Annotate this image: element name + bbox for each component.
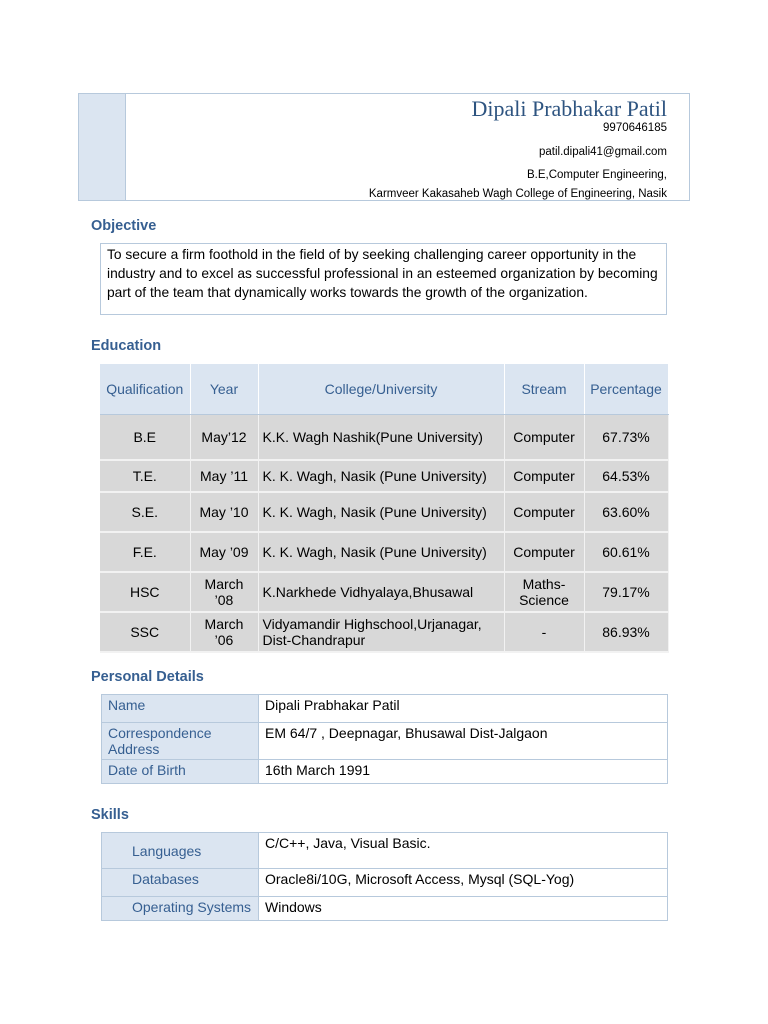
skills-heading: Skills (91, 807, 129, 823)
education-qualification-cell: B.E (100, 415, 190, 460)
candidate-name: Dipali Prabhakar Patil (471, 96, 667, 121)
education-row (100, 460, 668, 492)
email-address: patil.dipali41@gmail.com (538, 146, 667, 158)
education-stream-cell: Computer (504, 532, 584, 572)
education-year-cell: March ’08 (190, 572, 258, 612)
education-qualification-cell: T.E. (100, 460, 190, 492)
education-stream-cell: Maths-Science (504, 572, 584, 612)
education-qualification-cell: S.E. (100, 492, 190, 532)
education-table (100, 364, 669, 653)
education-row (100, 572, 668, 612)
skill-category-label: Databases (102, 869, 259, 897)
objective-text: To secure a firm foothold in the field of by seeking challenging career opportunity in the industry and to excel as successful professional in an esteemed organization by becoming part of the team that dynamically works towards the growth of the organization. (100, 243, 667, 315)
education-college-cell: Vidyamandir Highschool,Urjanagar, Dist-Chandrapur (258, 612, 504, 652)
personal-detail-value: Dipali Prabhakar Patil (259, 695, 668, 723)
personal-detail-label: Date of Birth (102, 760, 259, 784)
education-qualification-cell: HSC (100, 572, 190, 612)
skill-value: C/C++, Java, Visual Basic. (259, 833, 668, 869)
skill-row (102, 869, 668, 897)
education-heading: Education (91, 338, 162, 354)
skill-category-label: Languages (102, 833, 259, 869)
education-percentage-cell: 64.53% (584, 460, 668, 492)
skill-value: Oracle8i/10G, Microsoft Access, Mysql (SQL-Yog) (259, 869, 668, 897)
education-percentage-cell: 60.61% (584, 532, 668, 572)
education-row (100, 492, 668, 532)
education-header-row (100, 364, 668, 415)
education-qualification-cell: F.E. (100, 532, 190, 572)
education-college-cell: K. K. Wagh, Nasik (Pune University) (258, 532, 504, 572)
personal-detail-row (102, 760, 668, 784)
education-percentage-cell: 63.60% (584, 492, 668, 532)
education-college-cell: K. K. Wagh, Nasik (Pune University) (258, 492, 504, 532)
resume-header (78, 93, 690, 201)
education-college-cell: K.K. Wagh Nashik(Pune University) (258, 415, 504, 460)
education-year-cell: May’12 (190, 415, 258, 460)
skills-table (101, 832, 668, 921)
header-year: Year (190, 364, 258, 415)
education-college-cell: K. K. Wagh, Nasik (Pune University) (258, 460, 504, 492)
skill-row (102, 897, 668, 921)
header-percentage: Percentage (584, 364, 668, 415)
education-percentage-cell: 67.73% (584, 415, 668, 460)
skill-category-label: Operating Systems (102, 897, 259, 921)
education-stream-cell: Computer (504, 492, 584, 532)
header-accent-stripe (79, 94, 126, 200)
header-college: College/University (258, 364, 504, 415)
objective-heading: Objective (91, 218, 157, 234)
degree: B.E,Computer Engineering, (527, 169, 667, 181)
skill-value: Windows (259, 897, 668, 921)
personal-details-table (101, 694, 668, 784)
header-stream: Stream (504, 364, 584, 415)
personal-detail-value: 16th March 1991 (259, 760, 668, 784)
phone-number: 9970646185 (603, 122, 667, 134)
header-qualification: Qualification (100, 364, 190, 415)
education-year-cell: May ’09 (190, 532, 258, 572)
education-year-cell: March ’06 (190, 612, 258, 652)
personal-detail-value: EM 64/7 , Deepnagar, Bhusawal Dist-Jalgaon (259, 723, 668, 760)
personal-detail-label: Correspondence Address (102, 723, 259, 760)
personal-detail-row (102, 695, 668, 723)
education-row (100, 415, 668, 460)
skill-row (102, 833, 668, 869)
education-qualification-cell: SSC (100, 612, 190, 652)
education-year-cell: May ’11 (190, 460, 258, 492)
education-stream-cell: Computer (504, 460, 584, 492)
education-row (100, 612, 668, 652)
education-year-cell: May ’10 (190, 492, 258, 532)
education-percentage-cell: 79.17% (584, 572, 668, 612)
personal-detail-label: Name (102, 695, 259, 723)
education-stream-cell: Computer (504, 415, 584, 460)
personal-details-heading: Personal Details (91, 669, 204, 685)
education-row (100, 532, 668, 572)
college-name: Karmveer Kakasaheb Wagh College of Engineering, Nasik (368, 188, 667, 200)
education-college-cell: K.Narkhede Vidhyalaya,Bhusawal (258, 572, 504, 612)
personal-detail-row (102, 723, 668, 760)
education-percentage-cell: 86.93% (584, 612, 668, 652)
education-stream-cell: - (504, 612, 584, 652)
